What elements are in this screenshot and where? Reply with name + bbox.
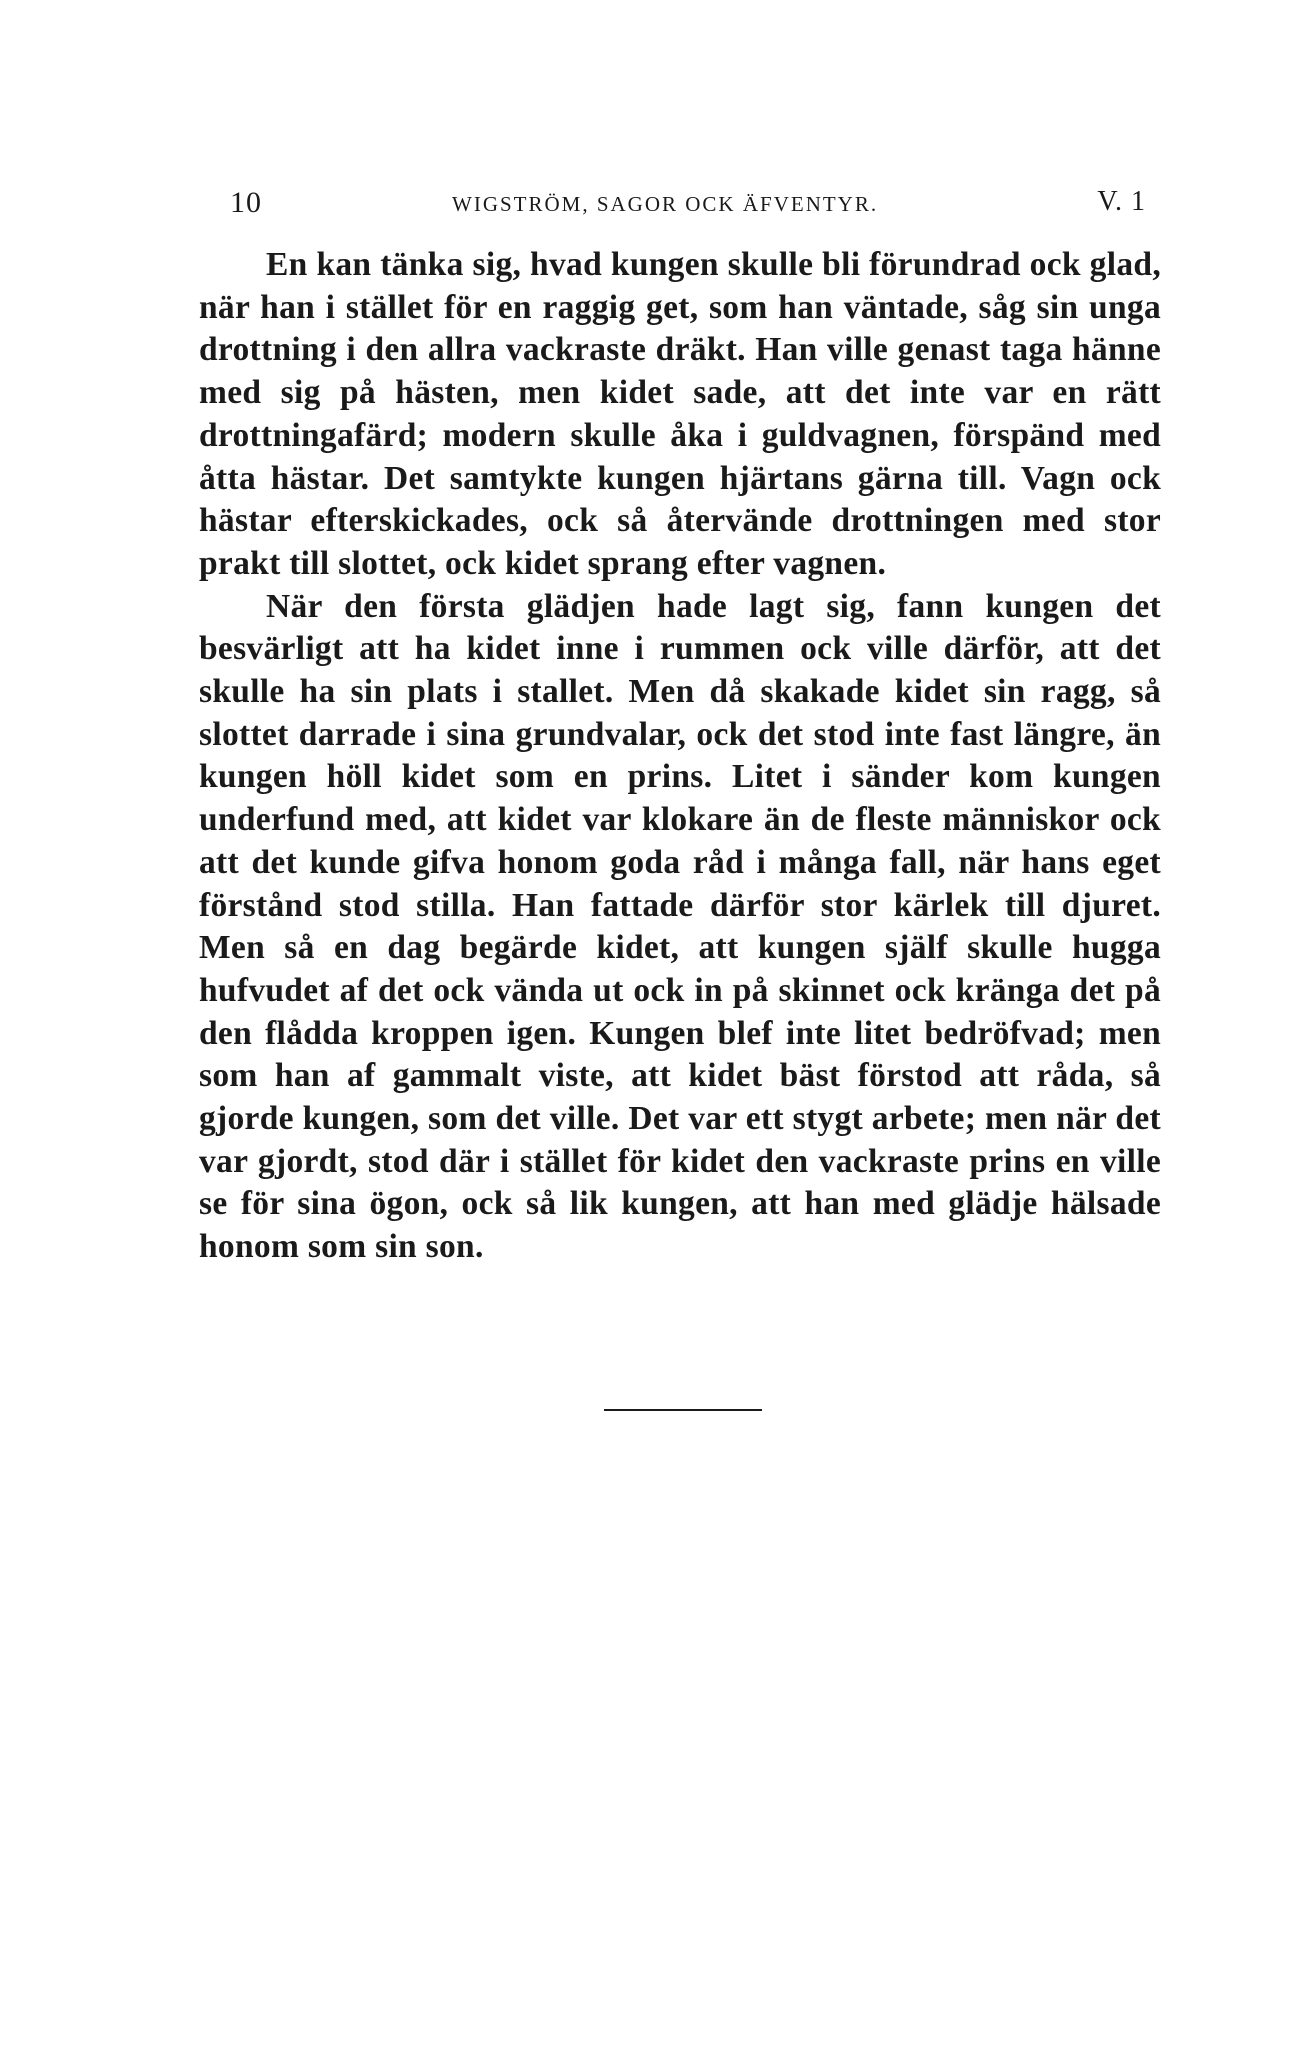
running-head (230, 186, 1146, 226)
signature-mark: V. 1 (1097, 186, 1146, 217)
body-text (199, 244, 1161, 1269)
page-number: 10 (230, 186, 262, 219)
paragraph: När den första glädjen hade lagt sig, fann kungen det besvärligt att ha kidet inne i rummen ock ville därför, att det skulle ha sin plats i stallet. Men då skakade kidet sin ragg, så slottet darrade i sina grundvalar, ock det stod inte fast längre, än kungen höll kidet som en prins. Litet i sänder kom kungen underfund med, att kidet var klokare än de fleste människor ock att det kunde gifva honom goda råd i många fall, när hans eget förstånd stod stilla. Han fattade därför stor kärlek till djuret. Men så en dag begärde kidet, att kungen själf skulle hugga hufvudet af det ock vända ut ock in på skinnet ock kränga det på den flådda kroppen igen. Kungen blef inte litet bedröfvad; men som han af gammalt viste, att kidet bäst förstod att råda, så gjorde kungen, som det ville. Det var ett stygt arbete; men när det var gjordt, stod där i stället för kidet den vackraste prins en ville se för sina ögon, ock så lik kungen, att han med glädje hälsade honom som sin son. (199, 587, 1161, 1266)
section-end-rule (604, 1409, 762, 1411)
running-title: WIGSTRÖM, SAGOR OCK ÄFVENTYR. (452, 192, 879, 216)
paragraph: En kan tänka sig, hvad kungen skulle bli förundrad ock glad, när han i stället för en raggig get, som han väntade, såg sin unga drottning i den allra vackraste dräkt. Han ville genast taga hänne med sig på hästen, men kidet sade, att det inte var en rätt drottningafärd; modern skulle åka i guldvagnen, förspänd med åtta hästar. Det samtykte kungen hjärtans gärna till. Vagn ock hästar efterskickades, ock så återvände drottningen med stor prakt till slottet, ock kidet sprang efter vagnen. (199, 246, 1161, 582)
